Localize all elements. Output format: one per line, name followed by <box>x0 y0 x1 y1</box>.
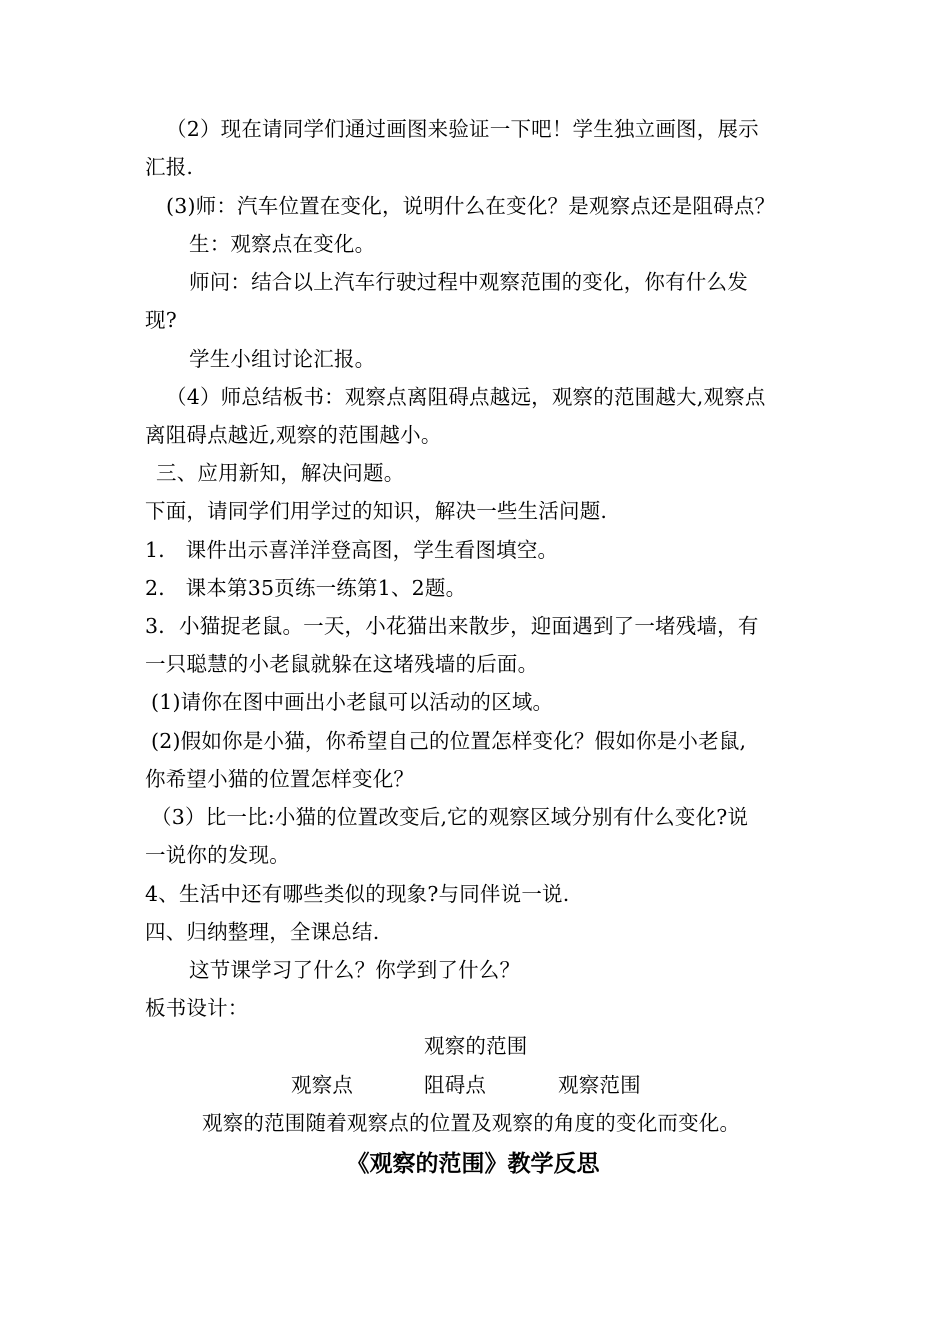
board-summary: 观察的范围随着观察点的位置及观察的角度的变化而变化。 <box>202 1111 741 1135</box>
board-item-obstacle-point: 阻碍点 <box>424 1073 487 1097</box>
text-line: 生：观察点在变化。 <box>189 232 376 256</box>
board-design-label: 板书设计： <box>145 996 249 1020</box>
list-item: 1． 课件出示喜洋洋登高图，学生看图填空。 <box>145 538 559 562</box>
reflection-title: 《观察的范围》教学反思 <box>346 1150 600 1177</box>
text-line: 这节课学习了什么？你学到了什么？ <box>189 958 521 982</box>
text-line: 师问：结合以上汽车行驶过程中观察范围的变化，你有什么发 <box>189 270 748 294</box>
list-item: 4、生活中还有哪些类似的现象?与同伴说一说. <box>145 882 570 906</box>
board-title: 观察的范围 <box>424 1034 528 1058</box>
text-line: 下面，请同学们用学过的知识，解决一些生活问题. <box>145 499 608 523</box>
sub-item: (1)请你在图中画出小老鼠可以活动的区域。 <box>151 690 554 714</box>
board-item-observation-point: 观察点 <box>291 1073 354 1097</box>
text-line: 离阻碍点越近,观察的范围越小。 <box>145 423 442 447</box>
text-line: 学生小组讨论汇报。 <box>189 347 376 371</box>
section-heading: 四、归纳整理，全课总结. <box>145 920 380 944</box>
text-line: 现? <box>145 308 177 332</box>
text-line: （4）师总结板书：观察点离阻碍点越远，观察的范围越大,观察点 <box>166 385 766 409</box>
list-item: 2． 课本第35页练一练第1、2题。 <box>145 576 467 600</box>
text-line: （2）现在请同学们通过画图来验证一下吧！学生独立画图，展示 <box>166 117 759 141</box>
section-heading: 三、应用新知，解决问题。 <box>156 461 405 485</box>
board-item-observation-range: 观察范围 <box>558 1073 641 1097</box>
text-line: 你希望小猫的位置怎样变化？ <box>145 767 415 791</box>
text-line: 一说你的发现。 <box>145 843 290 867</box>
text-line: (3)师：汽车位置在变化，说明什么在变化？是观察点还是阻碍点？ <box>166 194 776 218</box>
text-line: 汇报. <box>145 155 194 179</box>
sub-item: （3）比一比:小猫的位置改变后,它的观察区域分别有什么变化?说 <box>151 805 749 829</box>
sub-item: (2)假如你是小猫，你希望自己的位置怎样变化？假如你是小老鼠, <box>151 729 747 753</box>
list-item: 3．小猫捉老鼠。一天，小花猫出来散步，迎面遇到了一堵残墙，有 <box>145 614 759 638</box>
text-line: 一只聪慧的小老鼠就躲在这堵残墙的后面。 <box>145 652 539 676</box>
